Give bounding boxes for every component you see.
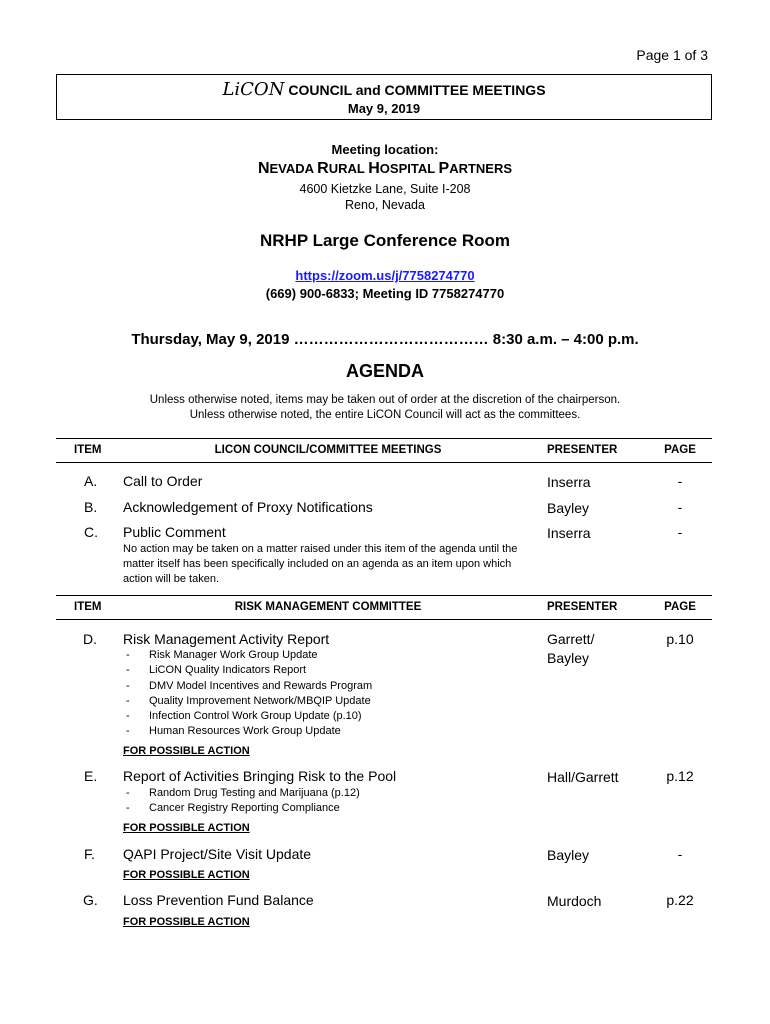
item-letter-b: B. — [84, 499, 98, 515]
page-c: - — [677, 524, 683, 540]
phone-meeting-id: (669) 900-6833; Meeting ID 7758274770 — [265, 286, 505, 301]
page-e: p.12 — [666, 768, 694, 784]
agenda-heading: AGENDA — [345, 361, 424, 381]
title-date: May 9, 2019 — [347, 101, 421, 116]
presenter-d-line1: Garrett/ — [547, 631, 595, 647]
item-letter-d: D. — [83, 631, 97, 647]
column-header-page: PAGE — [664, 444, 696, 456]
item-letter-f: F. — [84, 846, 95, 862]
title-box — [56, 74, 712, 120]
bullet-list-d — [123, 648, 372, 740]
column-header-title: LICON COUNCIL/COMMITTEE MEETINGS — [214, 444, 442, 456]
page-f: - — [677, 846, 683, 862]
note-committees: Unless otherwise noted, the entire LiCON Council will act as the committees. — [189, 409, 581, 421]
address-line-1: 4600 Kietzke Lane, Suite I-208 — [299, 182, 471, 196]
list-item: - DMV Model Incentives and Rewards Program — [126, 679, 373, 692]
divider — [56, 438, 712, 439]
organization-name: NEVADA RURAL HOSPITAL PARTNERS — [257, 160, 513, 177]
item-title-call-to-order: Call to Order — [123, 473, 203, 489]
divider — [56, 619, 712, 620]
column-header-page: PAGE — [664, 601, 696, 613]
list-item: - Random Drug Testing and Marijuana (p.12) — [126, 787, 360, 799]
page-g: p.22 — [666, 892, 694, 908]
presenter-a: Inserra — [547, 474, 591, 490]
list-item: - Risk Manager Work Group Update — [126, 649, 318, 661]
column-header-item: ITEM — [74, 444, 102, 456]
action-label-e: FOR POSSIBLE ACTION — [123, 822, 250, 834]
item-title-risk-report: Risk Management Activity Report — [123, 631, 330, 647]
item-letter-g: G. — [83, 892, 98, 908]
list-item: - Cancer Registry Reporting Compliance — [126, 802, 340, 815]
column-header-title: RISK MANAGEMENT COMMITTEE — [234, 601, 422, 613]
address-line-2: Reno, Nevada — [345, 198, 425, 212]
action-label-f: FOR POSSIBLE ACTION — [123, 869, 250, 881]
location-label: Meeting location: — [331, 142, 439, 157]
column-header-item: ITEM — [74, 601, 102, 613]
presenter-b: Bayley — [547, 500, 590, 516]
list-item: - Quality Improvement Network/MBQIP Update — [126, 694, 371, 707]
title-line — [57, 79, 711, 100]
divider — [56, 595, 712, 596]
presenter-f: Bayley — [547, 847, 590, 863]
action-label-g: FOR POSSIBLE ACTION — [123, 916, 250, 928]
page-number: Page 1 of 3 — [636, 47, 708, 63]
presenter-d-line2: Bayley — [547, 650, 590, 666]
note-order: Unless otherwise noted, items may be taken out of order at the discretion of the chairperson. — [149, 394, 621, 406]
item-title-public-comment: Public Comment — [123, 524, 226, 540]
public-comment-note: No action may be taken on a matter raised under this item of the agenda until the matter itself has been specifically included on an agenda as an item upon which action will be taken. — [123, 543, 518, 585]
item-title-risk-activities: Report of Activities Bringing Risk to the Pool — [123, 768, 397, 784]
item-letter-a: A. — [84, 473, 98, 489]
item-title-loss-prevention: Loss Prevention Fund Balance — [123, 892, 314, 908]
presenter-c: Inserra — [547, 525, 591, 541]
presenter-d — [547, 630, 594, 668]
bullet-list-e — [123, 786, 360, 817]
list-item: - LiCON Quality Indicators Report — [126, 664, 307, 677]
presenter-g: Murdoch — [547, 893, 602, 909]
item-letter-c: C. — [84, 524, 98, 540]
item-title-qapi: QAPI Project/Site Visit Update — [123, 846, 312, 862]
action-label-d: FOR POSSIBLE ACTION — [123, 745, 250, 757]
divider — [56, 462, 712, 463]
conference-room: NRHP Large Conference Room — [259, 231, 510, 250]
page-a: - — [677, 473, 683, 489]
meeting-schedule: Thursday, May 9, 2019 ………………………………… 8:30 a.m. – 4:00 p.m. — [131, 331, 639, 348]
column-header-presenter: PRESENTER — [547, 601, 618, 613]
column-header-presenter: PRESENTER — [547, 444, 618, 456]
item-letter-e: E. — [84, 768, 98, 784]
list-item: - Human Resources Work Group Update — [126, 725, 341, 738]
page-d: p.10 — [666, 631, 694, 647]
item-title-proxy: Acknowledgement of Proxy Notifications — [123, 499, 373, 515]
licon-logo: LiCON — [222, 79, 285, 100]
presenter-e: Hall/Garrett — [547, 769, 619, 785]
page-b: - — [677, 499, 683, 515]
list-item: - Infection Control Work Group Update (p.10) — [126, 710, 362, 723]
zoom-link[interactable]: https://zoom.us/j/7758274770 — [295, 268, 475, 283]
title-text: COUNCIL and COMMITTEE MEETINGS — [288, 82, 546, 98]
